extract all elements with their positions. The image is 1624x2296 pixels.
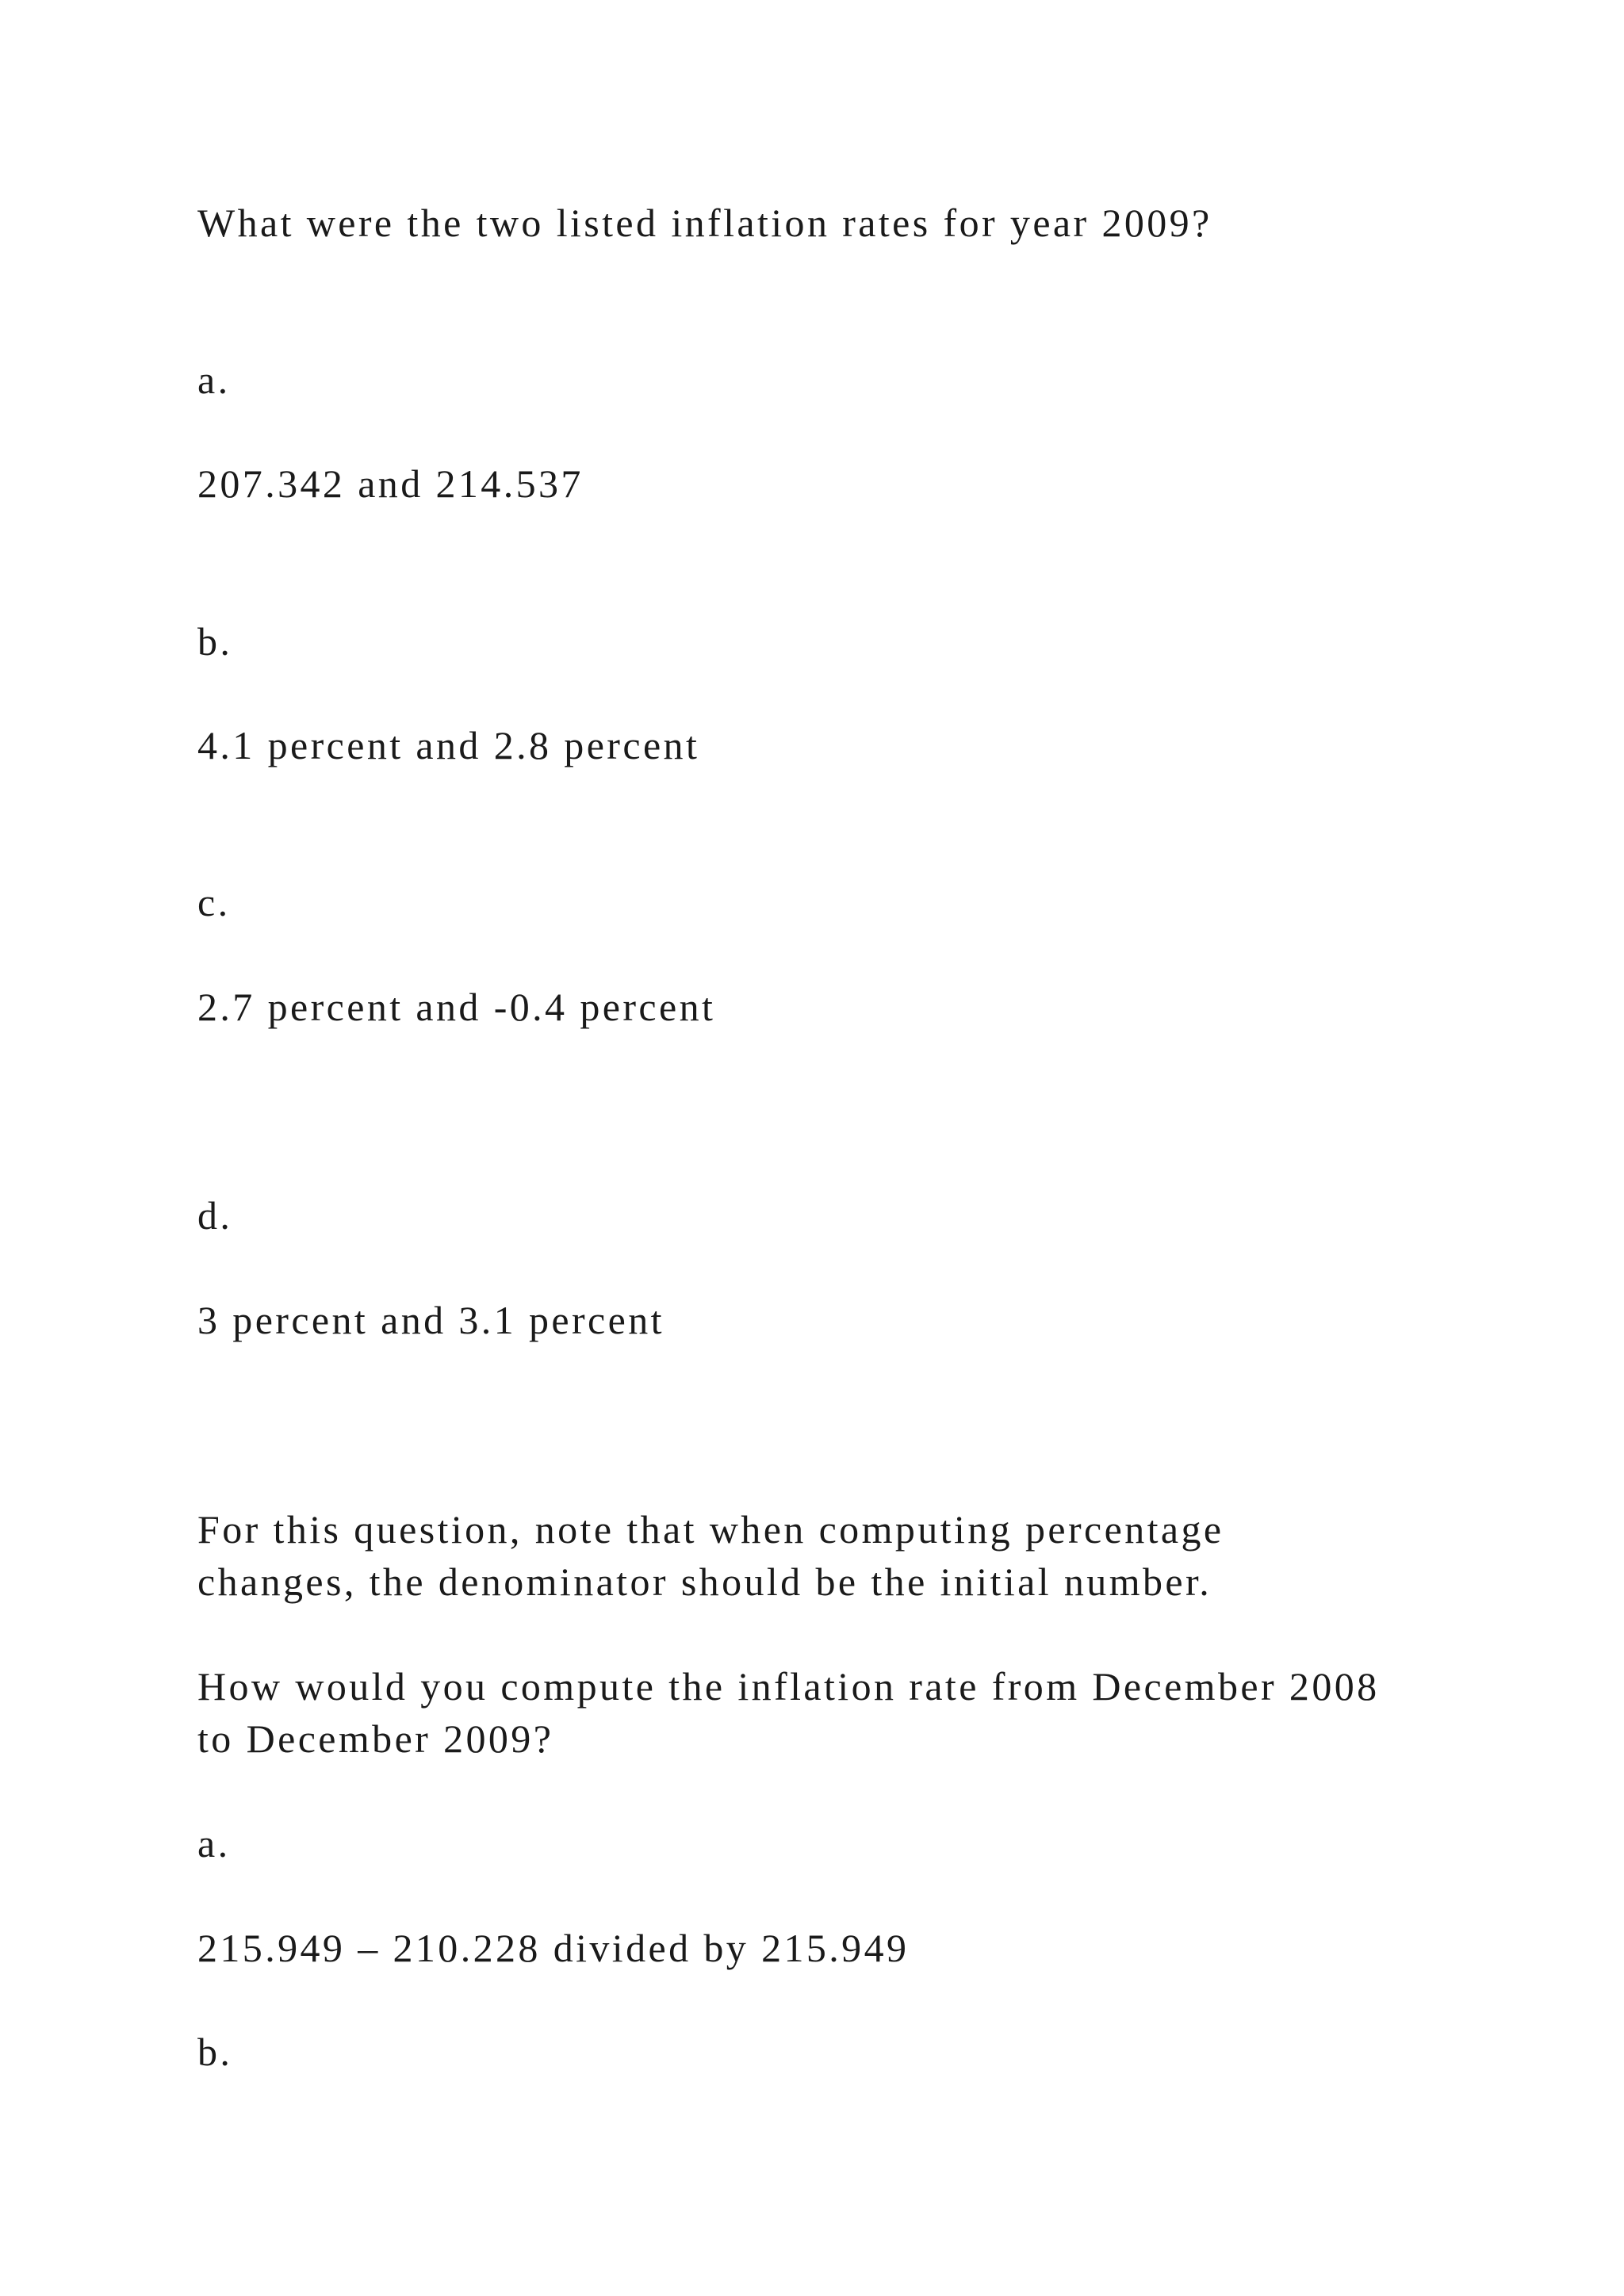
q1-question: What were the two listed inflation rates for year 2009? <box>197 201 1212 245</box>
q1-option-b-letter: b. <box>197 619 233 664</box>
q2-option-b-letter: b. <box>197 2030 233 2074</box>
q1-option-b-text: 4.1 percent and 2.8 percent <box>197 723 700 767</box>
q1-option-d-text: 3 percent and 3.1 percent <box>197 1298 665 1342</box>
q2-option-a-letter: a. <box>197 1821 231 1866</box>
q1-option-a-letter: a. <box>197 358 231 402</box>
q1-option-a-text: 207.342 and 214.537 <box>197 461 584 506</box>
q2-note-line-1: For this question, note that when computing percentage <box>197 1507 1224 1552</box>
q1-option-c-text: 2.7 percent and -0.4 percent <box>197 985 716 1029</box>
q2-note-line-2: changes, the denominator should be the initial number. <box>197 1559 1212 1604</box>
q1-option-c-letter: c. <box>197 880 231 924</box>
q2-question-line-2: to December 2009? <box>197 1716 554 1761</box>
q2-option-a-text: 215.949 – 210.228 divided by 215.949 <box>197 1926 910 1970</box>
q2-question-line-1: How would you compute the inflation rate from December 2008 <box>197 1664 1380 1709</box>
q1-option-d-letter: d. <box>197 1193 233 1238</box>
